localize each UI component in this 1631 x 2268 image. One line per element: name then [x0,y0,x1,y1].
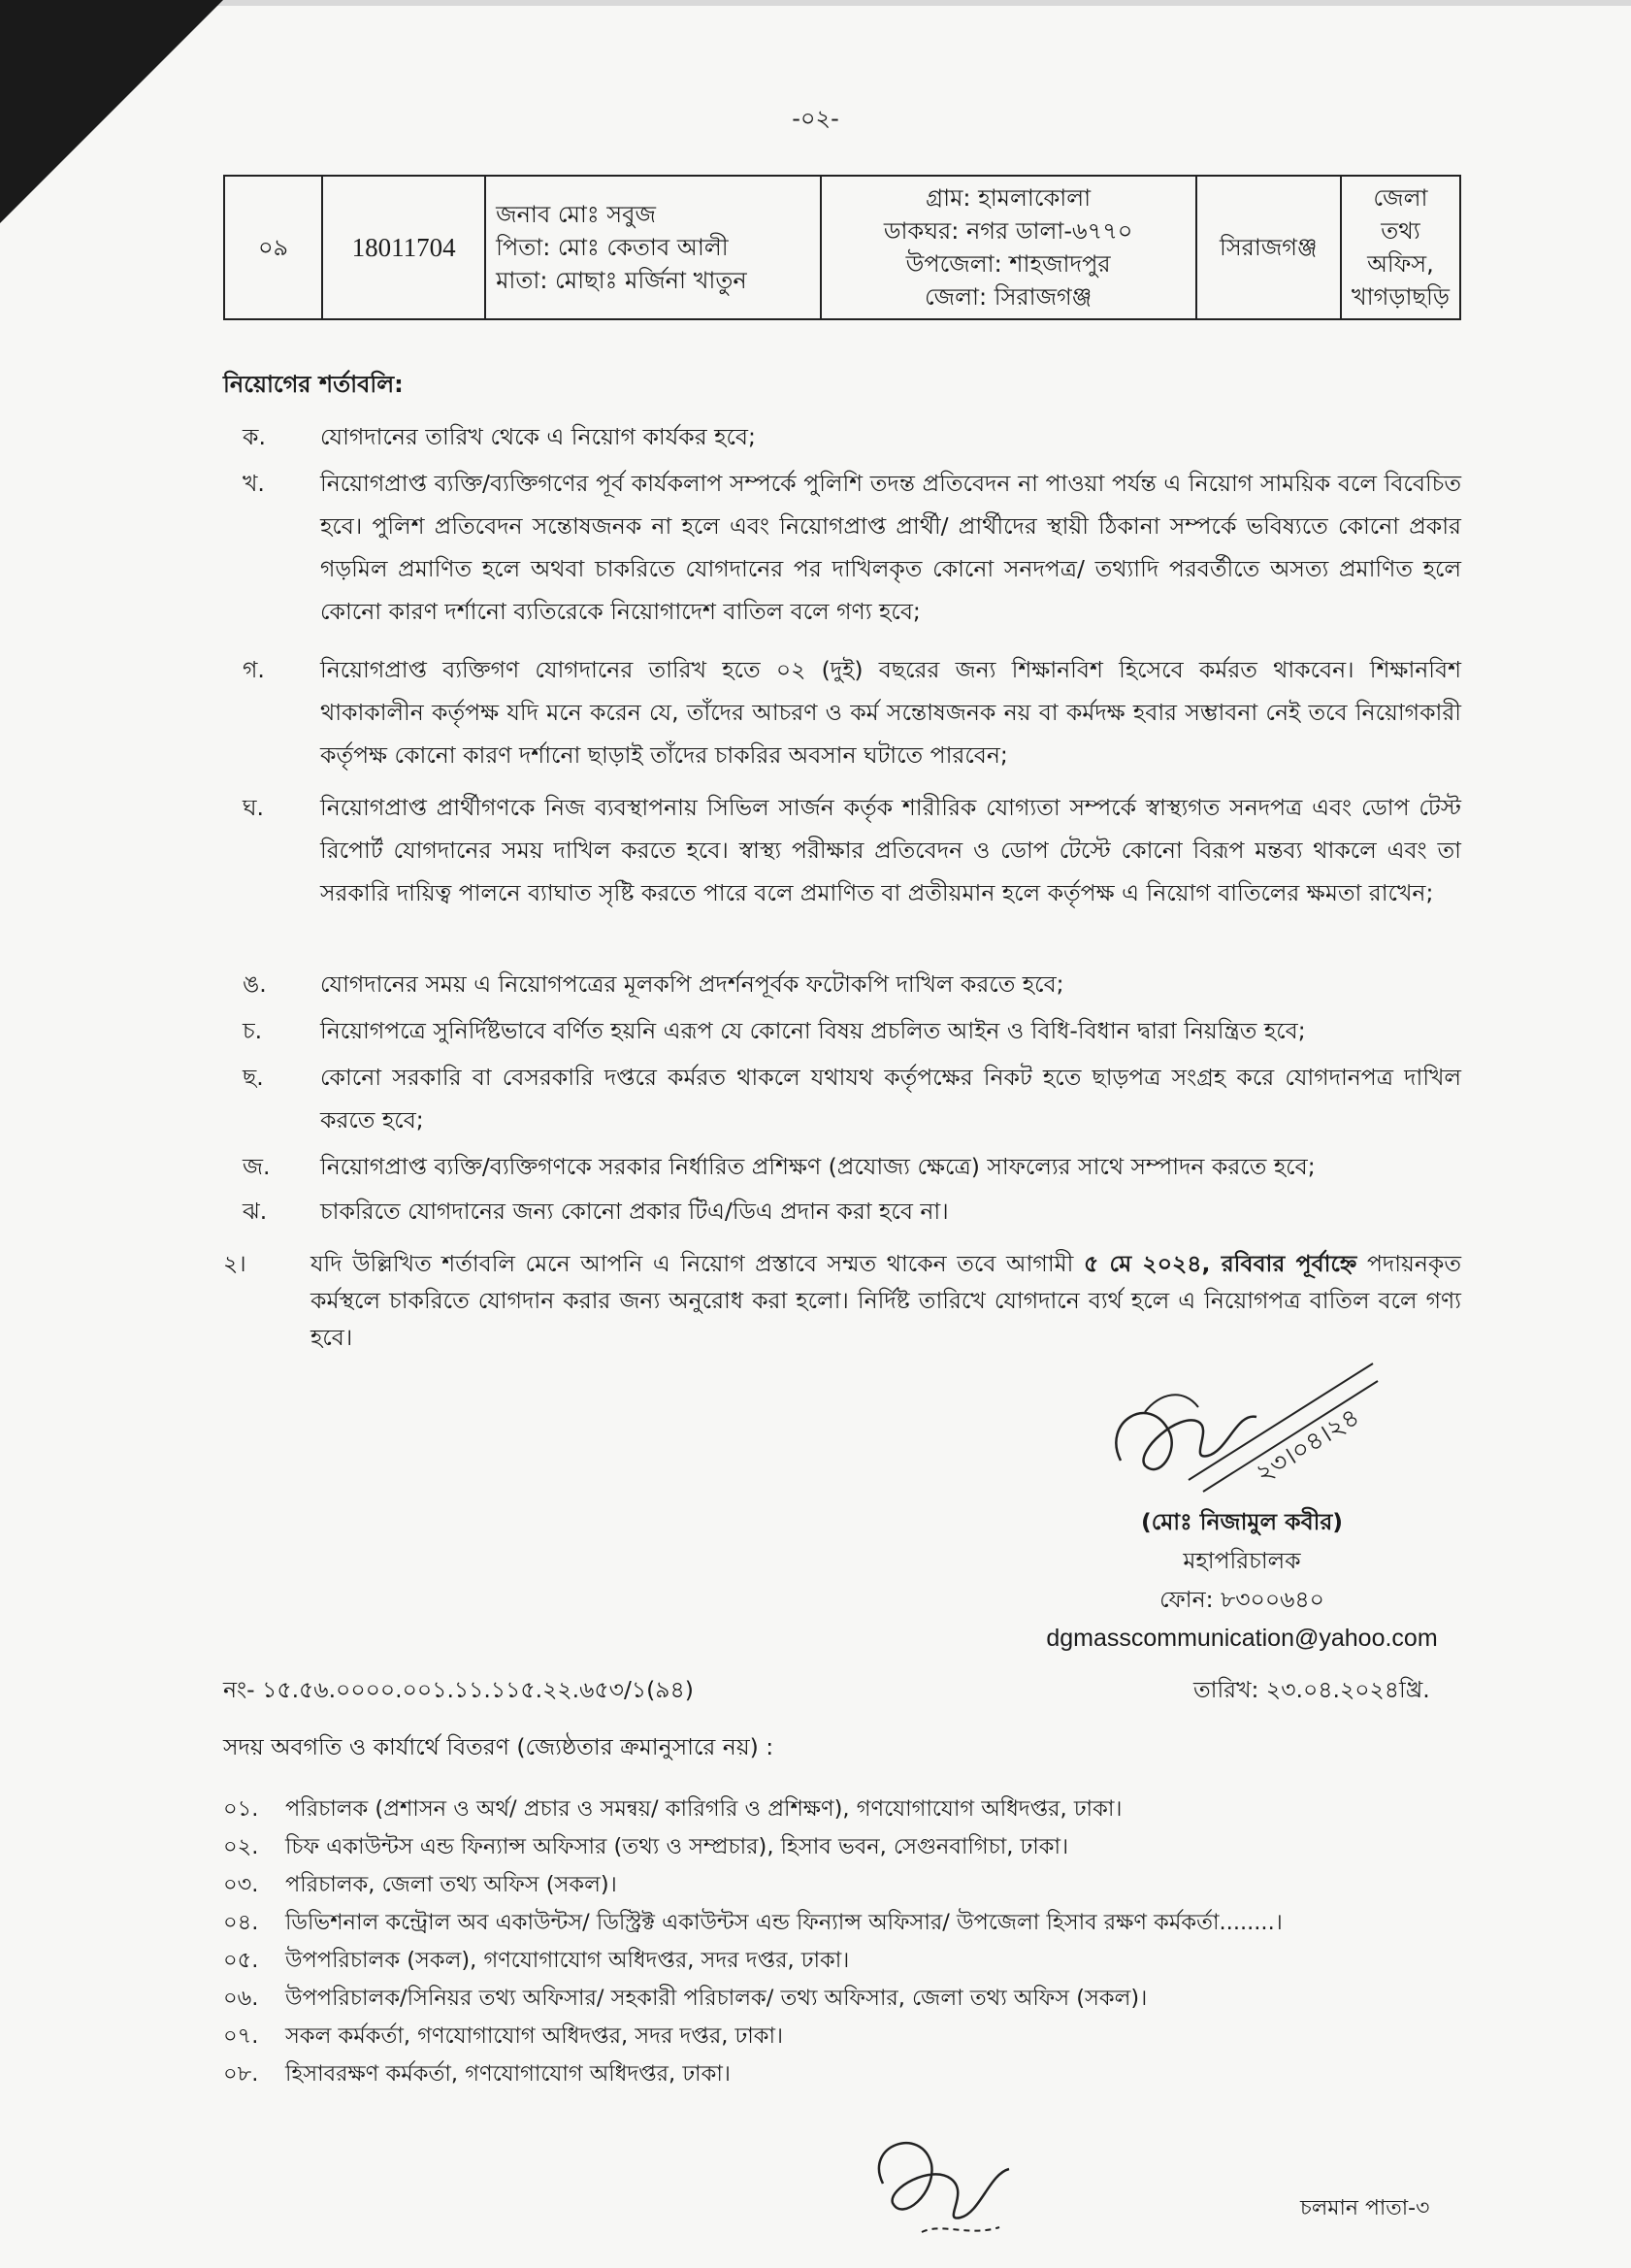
condition-item [243,415,1461,458]
father-line: পিতা: মোঃ কেতাব আলী [496,234,729,261]
list-item [223,1980,1461,2018]
condition-text: নিয়োগপ্রাপ্ত ব্যক্তিগণ যোগদানের তারিখ হতে ০২ (দুই) বছরের জন্য শিক্ষানবিশ হিসেবে কর্মরত থাকবেন। শিক্ষানবিশ থাকাকালীন কর্তৃপক্ষ যদি মনে করেন যে, তাঁদের আচরণ ও কর্ম সন্তোষজনক নয় বা কর্মদক্ষ হবার সম্ভাবনা নেই তবে নিয়োগকারী কর্তৃপক্ষ কোনো কারণ দর্শানো ছাড়াই তাঁদের চাকরির অবসান ঘটাতে পারবেন; [320,656,1461,769]
condition-text: নিয়োগপ্রাপ্ত ব্যক্তি/ব্যক্তিগণের পূর্ব কার্যকলাপ সম্পর্কে পুলিশি তদন্ত প্রতিবেদন না পাওয়া পর্যন্ত এ নিয়োগ সাময়িক বলে বিবেচিত হবে। পুলিশ প্রতিবেদন সন্তোষজনক না হলে এবং নিয়োগপ্রাপ্ত প্রার্থী/ প্রার্থীদের স্থায়ী ঠিকানা সম্পর্কে ভবিষ্যতে কোনো প্রকার গড়মিল প্রমাণিত হলে অথবা চাকরিতে যোগদানের পর দাখিলকৃত কোনো সনদপত্র/ তথ্যাদি পরবর্তীতে অসত্য প্রমাণিত হলে কোনো কারণ দর্শানো ব্যতিরেকে নিয়োগাদেশ বাতিল বলে গণ্য হবে; [320,470,1461,625]
list-number: ০৬. [223,1986,259,2011]
signatory-designation: মহাপরিচালক [1183,1547,1301,1574]
scan-edge [0,0,1631,6]
list-text: সকল কর্মকর্তা, গণযোগাযোগ অধিদপ্তর, সদর দপ্তর, ঢাকা। [285,2023,784,2049]
list-text: পরিচালক (প্রশাসন ও অর্থ/ প্রচার ও সমন্বয়/ কারিগরি ও প্রশিক্ষণ), গণযোগাযোগ অধিদপ্তর, ঢাকা। [285,1796,1123,1822]
condition-text: কোনো সরকারি বা বেসরকারি দপ্তরে কর্মরত থাকলে যথাযথ কর্তৃপক্ষের নিকট হতে ছাড়পত্র সংগ্রহ করে যোগদানপত্র দাখিল করতে হবে; [320,1064,1461,1134]
paragraph-text [310,1245,1461,1356]
list-number: ০৪. [223,1910,259,1935]
list-item [223,1866,1461,1904]
conditions-heading: নিয়োগের শর্তাবলি: [223,371,404,398]
list-text: উপপরিচালক (সকল), গণযোগাযোগ অধিদপ্তর, সদর দপ্তর, ঢাকা। [285,1948,850,1973]
condition-item [243,1145,1461,1188]
posting-line: জেলা তথ্য [1373,184,1428,245]
joining-date: ৫ মে ২০২৪, রবিবার পূর্বাহ্নে [1084,1250,1357,1277]
condition-text: নিয়োগপ্রাপ্ত প্রার্থীগণকে নিজ ব্যবস্থাপনায় সিভিল সার্জন কর্তৃক শারীরিক যোগ্যতা সম্পর্কে স্বাস্থ্যগত সনদপত্র এবং ডোপ টেস্ট রিপোর্ট যোগদানের সময় দাখিল করতে হবে। স্বাস্থ্য পরীক্ষার প্রতিবেদন ও ডোপ টেস্টে কোনো বিরূপ মন্তব্য থাকলে এবং তা সরকারি দায়িত্ব পালনে ব্যাঘাত সৃষ্টি করতে পারে বলে প্রমাণিত বা প্রতীয়মান হলে কর্তৃপক্ষ এ নিয়োগ বাতিলের ক্ষমতা রাখেন; [320,794,1461,906]
condition-label: জ. [243,1153,271,1180]
condition-text: যোগদানের সময় এ নিয়োগপত্রের মূলকপি প্রদর্শনপূর্বক ফটোকপি দাখিল করতে হবে; [320,970,1064,998]
condition-text: নিয়োগপত্রে সুনির্দিষ্টভাবে বর্ণিত হয়নি এরূপ যে কোনো বিষয় প্রচলিত আইন ও বিধি-বিধান দ্বারা নিয়ন্ত্রিত হবে; [320,1017,1306,1044]
posting-line: খাগড়াছড়ি [1351,283,1450,311]
list-item [223,1791,1461,1828]
name-cell [485,176,821,319]
paragraph-text-part: যদি উল্লিখিত শর্তাবলি মেনে আপনি এ নিয়োগ প্রস্তাবে সম্মত থাকেন তবে আগামী [310,1250,1084,1277]
memo-number: নং- ১৫.৫৬.০০০০.০০১.১১.১১৫.২২.৬৫৩/১(৯৪) [223,1676,694,1703]
mother-line: মাতা: মোছাঃ মর্জিনা খাতুন [496,267,747,294]
handwritten-signature [1092,1354,1383,1504]
signatory-block [1009,1502,1475,1658]
table-row [224,176,1460,319]
condition-label: ঙ. [243,970,267,998]
condition-item [243,462,1461,633]
list-text: ডিভিশনাল কন্ট্রোল অব একাউন্টস/ ডিস্ট্রিক্ট একাউন্টস এন্ড ফিন্যান্স অফিসার/ উপজেলা হিসাব রক্ষণ কর্মকর্তা........। [285,1910,1283,1935]
serial-cell: ০৯ [224,176,322,319]
list-item [223,1828,1461,1866]
list-number: ০৫. [223,1948,259,1973]
list-text: পরিচালক, জেলা তথ্য অফিস (সকল)। [285,1872,617,1897]
address-cell [821,176,1196,319]
list-number: ০৩. [223,1872,259,1897]
appointee-table [223,175,1461,320]
list-text: চিফ একাউন্টস এন্ড ফিন্যান্স অফিসার (তথ্য ও সম্প্রচার), হিসাব ভবন, সেগুনবাগিচা, ঢাকা। [285,1834,1069,1859]
condition-text: নিয়োগপ্রাপ্ত ব্যক্তি/ব্যক্তিগণকে সরকার নির্ধারিত প্রশিক্ষণ (প্রযোজ্য ক্ষেত্রে) সাফল্যের সাথে সম্পাদন করতে হবে; [320,1153,1316,1180]
list-text: হিসাবরক্ষণ কর্মকর্তা, গণযোগাযোগ অধিদপ্তর, ঢাকা। [285,2061,731,2087]
district-line: জেলা: সিরাজগঞ্জ [924,283,1093,311]
continuation-note: চলমান পাতা-৩ [1300,2196,1430,2220]
page-number: -০২- [792,105,839,132]
condition-item [243,1056,1461,1141]
condition-label: ঘ. [243,794,264,821]
posting-cell [1341,176,1460,319]
condition-label: ক. [243,423,266,450]
joining-paragraph [223,1245,1461,1356]
distribution-list [223,1791,1461,2093]
signatory-phone: ফোন: ৮৩০০৬৪০ [1159,1586,1324,1613]
list-number: ০৮. [223,2061,259,2087]
condition-label: ছ. [243,1064,264,1091]
memo-date: তারিখ: ২৩.০৪.২০২৪খ্রি. [1193,1676,1430,1703]
list-text: উপপরিচালক/সিনিয়র তথ্য অফিসার/ সহকারী পরিচালক/ তথ্য অফিসার, জেলা তথ্য অফিস (সকল)। [285,1986,1148,2011]
list-number: ০২. [223,1834,259,1859]
condition-item [243,963,1461,1005]
list-item [223,1942,1461,1980]
upazila-line: উপজেলা: শাহজাদপুর [905,250,1111,278]
condition-item [243,1190,1461,1233]
condition-text: চাকরিতে যোগদানের জন্য কোনো প্রকার টিএ/ডিএ প্রদান করা হবে না। [320,1198,949,1225]
home-district-cell: সিরাজগঞ্জ [1196,176,1341,319]
condition-item [243,786,1461,914]
paragraph-number: ২। [223,1250,246,1277]
list-number: ০৭. [223,2023,259,2049]
list-item [223,2055,1461,2093]
condition-label: ঝ. [243,1198,268,1225]
signature-date: ২৩।০৪।২৪ [1251,1402,1365,1490]
condition-item [243,1009,1461,1052]
list-item [223,1904,1461,1942]
signatory-email: dgmasscommunication@yahoo.com [1046,1625,1438,1652]
condition-label: গ. [243,656,265,683]
paragraph-text-part: পদায়নকৃত কর্মস্থলে চাকরিতে যোগদান করার জন্য অনুরোধ করা হলো। নির্দিষ্ট তারিখে যোগদানে ব্যর্থ হলে এ নিয়োগপত্র বাতিল বলে গণ্য হবে। [310,1250,1461,1351]
condition-label: চ. [243,1017,263,1044]
initials-signature [864,2125,1028,2242]
roll-cell: 18011704 [322,176,485,319]
list-number: ০১. [223,1796,259,1822]
posting-line: অফিস, [1367,250,1434,278]
distribution-intro: সদয় অবগতি ও কার্যার্থে বিতরণ (জ্যেষ্ঠতার ক্রমানুসারে নয়) : [223,1733,774,1760]
signatory-name: (মোঃ নিজামুল কবীর) [1140,1508,1344,1535]
village-line: গ্রাম: হামলাকোলা [926,184,1092,212]
condition-item [243,648,1461,776]
list-item [223,2018,1461,2055]
name-line: জনাব মোঃ সবুজ [496,201,656,228]
condition-text: যোগদানের তারিখ থেকে এ নিয়োগ কার্যকর হবে; [320,423,756,450]
post-office-line: ডাকঘর: নগর ডালা-৬৭৭০ [883,217,1133,245]
condition-label: খ. [243,470,265,497]
